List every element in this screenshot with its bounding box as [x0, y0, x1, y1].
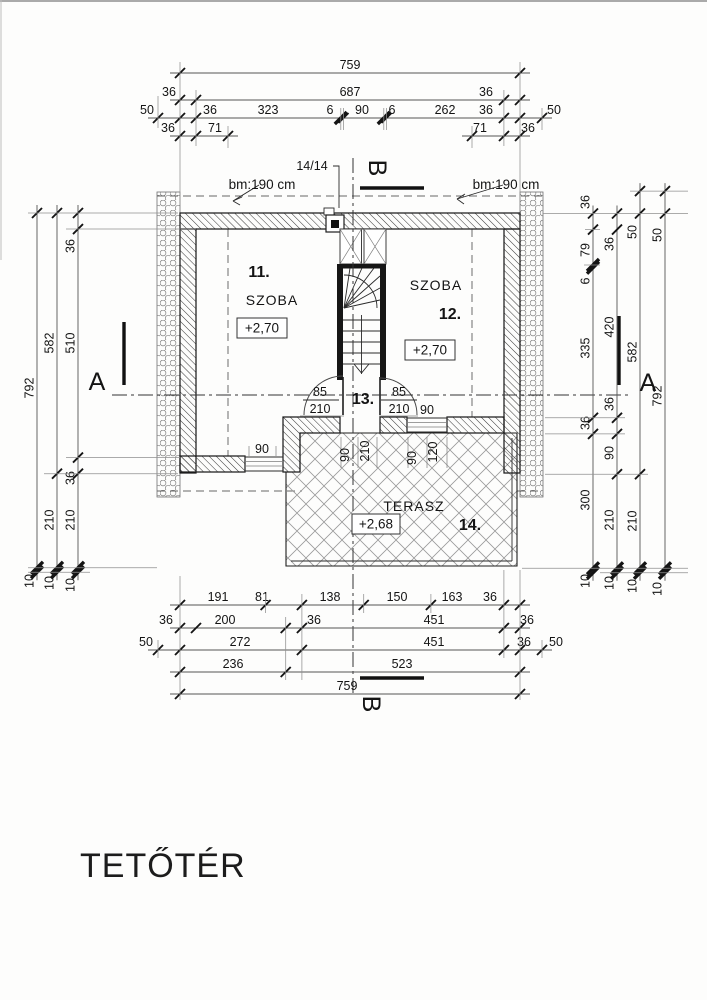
dimension-label: 420: [602, 316, 617, 338]
dimension-label: 71: [473, 121, 487, 135]
section-marker-a-left: A: [88, 368, 106, 396]
dimension-label: 582: [42, 332, 57, 354]
bm-label-right: bm:190 cm: [472, 177, 540, 192]
dimension-label: 191: [207, 590, 229, 604]
dimension-label: 10: [602, 576, 617, 590]
door-right-size: [381, 385, 417, 416]
room-14-number: 14.: [458, 517, 482, 534]
staircase: [337, 264, 386, 380]
room-11-level: +2,70: [244, 320, 280, 336]
dimension-label: 36: [521, 121, 535, 135]
section-marker-a-right: A: [639, 369, 657, 397]
dimension-label: 36: [307, 613, 321, 627]
window-left-width: 90: [255, 442, 269, 456]
room-12-level: +2,70: [412, 342, 448, 358]
dimension-label: 50: [650, 228, 665, 242]
room-11-name: SZOBA: [245, 292, 299, 308]
dimension-label: 81: [255, 590, 269, 604]
dimension-label: 6: [326, 103, 334, 117]
dimension-label: 36: [578, 416, 593, 430]
dimension-label: 50: [139, 635, 153, 649]
dimension-label: 150: [386, 590, 408, 604]
dimension-label: 90: [355, 103, 369, 117]
room-13-number: 13.: [351, 391, 375, 408]
window-right-width: 90: [405, 451, 419, 465]
wall-south-left: [180, 456, 245, 472]
dimension-label: 36: [602, 237, 617, 251]
dimension-label: 236: [222, 657, 244, 671]
shaft-void: [340, 229, 386, 264]
dimension-label: 523: [391, 657, 413, 671]
dimension-label: 759: [339, 58, 361, 72]
window-right: [407, 417, 447, 433]
dimension-label: 163: [441, 590, 463, 604]
stair-wall-left: [337, 268, 343, 380]
dimension-label: 10: [650, 582, 665, 596]
bm-label-left: bm:190 cm: [228, 177, 296, 192]
dimension-label: 687: [339, 85, 361, 99]
wall-north: [180, 213, 520, 229]
dimension-label: 335: [578, 337, 593, 359]
dimension-label: 138: [319, 590, 341, 604]
stair-treads: [343, 268, 380, 374]
dimension-label: 36: [63, 471, 78, 485]
dimension-label: 50: [625, 225, 640, 239]
dimension-label: 50: [140, 103, 154, 117]
room-12-number: 12.: [438, 306, 462, 323]
dimension-label: 79: [578, 243, 593, 257]
chimney: [324, 208, 344, 232]
stair-wall-right: [380, 268, 386, 380]
dimension-label: 10: [42, 576, 57, 590]
dimension-label: 759: [336, 679, 358, 693]
room-11-number: 11.: [248, 264, 270, 281]
dimension-label: 36: [63, 239, 78, 253]
door-left-width: 85: [313, 385, 327, 399]
dimension-label: 36: [517, 635, 531, 649]
door-left-size: [303, 385, 339, 416]
dimension-label: 210: [625, 510, 640, 532]
dimension-label: 200: [214, 613, 236, 627]
drawing-title: TETŐTÉR: [80, 847, 246, 885]
dimension-label: 36: [159, 613, 173, 627]
wall-south-right: [447, 417, 504, 433]
dimension-label: 210: [602, 509, 617, 531]
dimension-label: 451: [423, 635, 445, 649]
wall-west: [180, 229, 196, 473]
wall-east: [504, 229, 520, 473]
dimension-label: 262: [434, 103, 456, 117]
room-12-name: SZOBA: [409, 277, 463, 293]
dimension-label: 36: [602, 397, 617, 411]
dimension-label: 582: [625, 341, 640, 363]
dimension-label: 36: [203, 103, 217, 117]
dimension-label: 300: [578, 489, 593, 511]
dimension-label: 210: [63, 509, 78, 531]
dimension-label: 10: [22, 574, 37, 588]
terrace-door-width: 90: [338, 448, 352, 462]
terrace-door-height: 210: [358, 440, 372, 462]
dimension-label: 36: [161, 121, 175, 135]
dimension-label: 71: [208, 121, 222, 135]
dimension-label: 50: [547, 103, 561, 117]
room-14-name: TERASZ: [383, 498, 445, 514]
dimension-label: 36: [162, 85, 176, 99]
door-left-height: 210: [309, 402, 331, 416]
dimension-label: 36: [479, 85, 493, 99]
chimney-size-label: 14/14: [296, 159, 328, 173]
dimension-label: 50: [549, 635, 563, 649]
dimension-label: 792: [650, 385, 665, 407]
window-right-width-top: 90: [420, 403, 434, 417]
dimension-label: 10: [63, 578, 78, 592]
dimension-label: 90: [602, 446, 617, 460]
dimension-label: 272: [229, 635, 251, 649]
wall-south-mid: [380, 417, 407, 433]
chimney-flue: [331, 220, 339, 228]
room-14-level: +2,68: [358, 516, 394, 532]
door-right-height: 210: [388, 402, 410, 416]
window-right-sill: 120: [426, 441, 440, 463]
eaves-strip-right: [520, 192, 543, 497]
door-right-width: 85: [392, 385, 406, 399]
dimension-label: 36: [483, 590, 497, 604]
dimension-label: 6: [388, 103, 396, 117]
dimension-label: 36: [479, 103, 493, 117]
dimension-label: 210: [42, 509, 57, 531]
section-marker-b-bottom: B: [357, 695, 385, 713]
dimension-label: 792: [22, 377, 37, 399]
dimension-label: 10: [625, 579, 640, 593]
section-marker-b-top: B: [363, 159, 391, 177]
dimension-label: 510: [63, 332, 78, 354]
dimension-label: 36: [520, 613, 534, 627]
chimney-leader: [333, 166, 339, 208]
dimension-label: 6: [578, 277, 593, 285]
dimension-label: 323: [257, 103, 279, 117]
dimension-label: 451: [423, 613, 445, 627]
eaves-strip-left: [157, 192, 180, 497]
dimension-label: 10: [578, 574, 593, 588]
dimension-label: 36: [578, 195, 593, 209]
